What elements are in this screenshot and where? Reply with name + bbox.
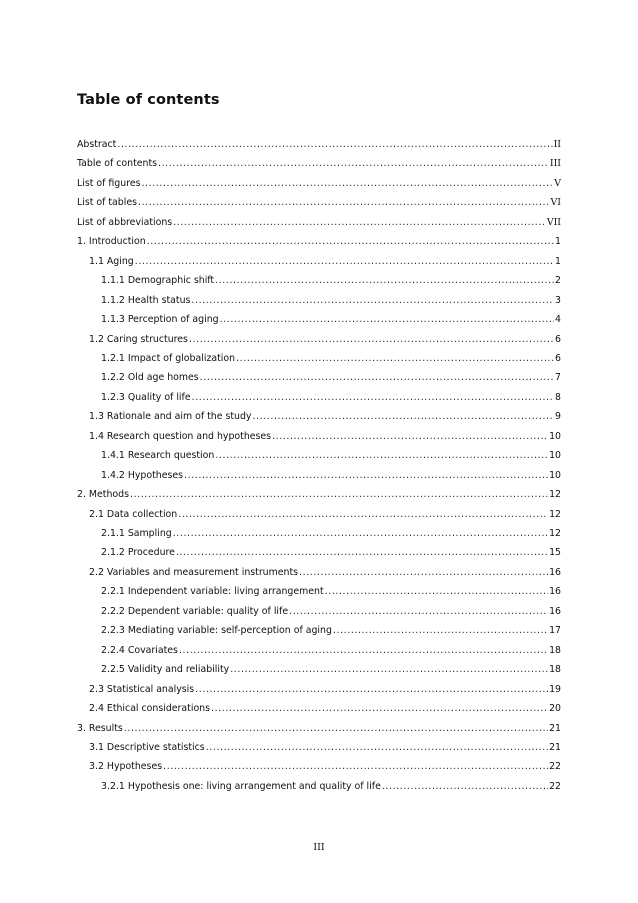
toc-entry-page: 22 — [549, 781, 561, 792]
toc-dot-leader — [215, 275, 554, 287]
toc-entry-label: 2.2.2 Dependent variable: quality of life — [101, 606, 289, 617]
toc-entry-label: 3.2.1 Hypothesis one: living arrangement and quality of life — [101, 781, 381, 792]
toc-dot-leader — [173, 528, 548, 540]
toc-entry-page: 15 — [549, 547, 561, 558]
toc-entry-label: 3.2 Hypotheses — [89, 761, 163, 772]
toc-entry-page: 3 — [555, 295, 561, 306]
toc-entry[interactable] — [89, 509, 561, 521]
toc-entry-label: 2.2.4 Covariates — [101, 645, 178, 656]
toc-dot-leader — [289, 606, 548, 618]
toc-entry[interactable] — [77, 178, 561, 190]
toc-entry-label: 1.3 Rationale and aim of the study — [89, 411, 252, 422]
toc-entry-page: 10 — [549, 450, 561, 461]
toc-entry-page: 19 — [549, 684, 561, 695]
toc-entry-page: VI — [550, 197, 561, 208]
toc-entry-label: 2.4 Ethical considerations — [89, 703, 211, 714]
toc-entry[interactable] — [101, 606, 561, 618]
toc-entry[interactable] — [101, 781, 561, 793]
toc-entry[interactable] — [101, 450, 561, 462]
toc-dot-leader — [141, 178, 553, 190]
toc-entry-label: 1.4.2 Hypotheses — [101, 470, 184, 481]
toc-entry[interactable] — [101, 470, 561, 482]
toc-dot-leader — [189, 334, 554, 346]
toc-entry[interactable] — [101, 372, 561, 384]
toc-entry-page: 1 — [555, 236, 561, 247]
toc-entry-label: Table of contents — [77, 158, 158, 169]
toc-entry-page: 18 — [549, 664, 561, 675]
toc-entry-label: 1.4 Research question and hypotheses — [89, 431, 272, 442]
toc-entry-page: 22 — [549, 761, 561, 772]
toc-dot-leader — [158, 158, 549, 170]
toc-entry-label: 2.3 Statistical analysis — [89, 684, 195, 695]
toc-dot-leader — [135, 256, 554, 268]
toc-dot-leader — [130, 489, 548, 501]
toc-entry-page: 16 — [549, 606, 561, 617]
toc-entry[interactable] — [77, 158, 561, 170]
toc-entry-label: 1.1.3 Perception of aging — [101, 314, 219, 325]
toc-dot-leader — [138, 197, 550, 209]
toc-entry-label: List of abbreviations — [77, 217, 173, 228]
toc-entry[interactable] — [77, 217, 561, 229]
toc-entry-label: 3. Results — [77, 723, 123, 734]
toc-dot-leader — [173, 217, 546, 229]
toc-entry[interactable] — [89, 334, 561, 346]
toc-entry-label: List of figures — [77, 178, 141, 189]
toc-dot-leader — [191, 295, 554, 307]
toc-entry-label: 2.2 Variables and measurement instruments — [89, 567, 299, 578]
toc-entry-page: 4 — [555, 314, 561, 325]
toc-entry-page: 10 — [549, 431, 561, 442]
toc-entry-page: III — [549, 158, 561, 169]
toc-entry-label: 1.2.1 Impact of globalization — [101, 353, 236, 364]
toc-dot-leader — [206, 742, 548, 754]
toc-entry-label: 1.2 Caring structures — [89, 334, 188, 345]
toc-entry-page: 16 — [549, 567, 561, 578]
toc-dot-leader — [211, 703, 548, 715]
toc-dot-leader — [200, 372, 554, 384]
toc-entry-label: 2.1.2 Procedure — [101, 547, 175, 558]
toc-entry[interactable] — [89, 567, 561, 579]
toc-entry[interactable] — [101, 392, 561, 404]
toc-entry-label: 1.1.2 Health status — [101, 295, 191, 306]
toc-entry[interactable] — [77, 139, 561, 151]
toc-entry-page: 6 — [555, 334, 561, 345]
toc-entry[interactable] — [89, 742, 561, 754]
toc-entry[interactable] — [101, 586, 561, 598]
toc-entry-page: 21 — [549, 742, 561, 753]
toc-entry-label: 1.1.1 Demographic shift — [101, 275, 215, 286]
toc-entry-page: 18 — [549, 645, 561, 656]
toc-entry[interactable] — [101, 547, 561, 559]
toc-dot-leader — [215, 450, 548, 462]
page-number: III — [313, 842, 325, 853]
toc-entry-label: 2.2.1 Independent variable: living arrangement — [101, 586, 324, 597]
toc-dot-leader — [230, 664, 548, 676]
toc-entry-page: 1 — [555, 256, 561, 267]
toc-dot-leader — [236, 353, 554, 365]
toc-dot-leader — [272, 431, 548, 443]
toc-entry[interactable] — [77, 489, 561, 501]
toc-entry-label: 2.1.1 Sampling — [101, 528, 172, 539]
toc-dot-leader — [184, 470, 548, 482]
toc-entry[interactable] — [101, 295, 561, 307]
toc-dot-leader — [176, 547, 548, 559]
toc-entry-page: 2 — [555, 275, 561, 286]
toc-dot-leader — [382, 781, 548, 793]
toc-entry-label: 2.2.3 Mediating variable: self-perception of aging — [101, 625, 332, 636]
toc-entry-label: 1.1 Aging — [89, 256, 134, 267]
toc-entry-page: VII — [546, 217, 561, 228]
toc-entry[interactable] — [101, 275, 561, 287]
toc-entry-page: 12 — [549, 489, 561, 500]
toc-dot-leader — [147, 236, 554, 248]
toc-entry[interactable] — [77, 236, 561, 248]
toc-entry-label: 3.1 Descriptive statistics — [89, 742, 205, 753]
toc-entry-page: 17 — [549, 625, 561, 636]
toc-entry-page: 16 — [549, 586, 561, 597]
toc-dot-leader — [179, 645, 548, 657]
toc-entry-page: V — [554, 178, 561, 189]
toc-dot-leader — [252, 411, 554, 423]
toc-entry-page: 21 — [549, 723, 561, 734]
toc-entry[interactable] — [101, 528, 561, 540]
toc-entry-page: 10 — [549, 470, 561, 481]
toc-entry[interactable] — [89, 431, 561, 443]
toc-entry-label: 2.2.5 Validity and reliability — [101, 664, 230, 675]
toc-entry-page: 7 — [555, 372, 561, 383]
toc-entry-page: 6 — [555, 353, 561, 364]
toc-dot-leader — [195, 684, 548, 696]
toc-dot-leader — [178, 509, 548, 521]
toc-dot-leader — [124, 723, 548, 735]
toc-entry-page: 20 — [549, 703, 561, 714]
toc-entry[interactable] — [101, 314, 561, 326]
toc-entry[interactable] — [101, 625, 561, 637]
toc-entry[interactable] — [89, 761, 561, 773]
toc-entry[interactable] — [89, 411, 561, 423]
toc-entry-label: List of tables — [77, 197, 138, 208]
toc-entry-page: II — [553, 139, 561, 150]
toc-dot-leader — [117, 139, 552, 151]
toc-entry[interactable] — [77, 723, 561, 735]
toc-entry-label: 1. Introduction — [77, 236, 146, 247]
toc-dot-leader — [325, 586, 548, 598]
toc-entry-page: 12 — [549, 528, 561, 539]
toc-entry[interactable] — [89, 256, 561, 268]
toc-entry-label: 2. Methods — [77, 489, 129, 500]
toc-entry[interactable] — [89, 703, 561, 715]
toc-entry[interactable] — [101, 645, 561, 657]
toc-entry[interactable] — [89, 684, 561, 696]
toc-entry-label: 1.2.3 Quality of life — [101, 392, 191, 403]
toc-entry-page: 8 — [555, 392, 561, 403]
toc-dot-leader — [299, 567, 548, 579]
toc-dot-leader — [163, 761, 548, 773]
toc-entry-label: 1.4.1 Research question — [101, 450, 215, 461]
toc-dot-leader — [192, 392, 554, 404]
toc-entry-page: 12 — [549, 509, 561, 520]
toc-dot-leader — [220, 314, 554, 326]
toc-entry-page: 9 — [555, 411, 561, 422]
toc-entry[interactable] — [101, 353, 561, 365]
toc-entry[interactable] — [101, 664, 561, 676]
toc-entry-label: Abstract — [77, 139, 117, 150]
toc-entry-label: 2.1 Data collection — [89, 509, 178, 520]
toc-entry-label: 1.2.2 Old age homes — [101, 372, 199, 383]
toc-entry[interactable] — [77, 197, 561, 209]
toc-dot-leader — [333, 625, 548, 637]
page-title: Table of contents — [77, 92, 220, 108]
